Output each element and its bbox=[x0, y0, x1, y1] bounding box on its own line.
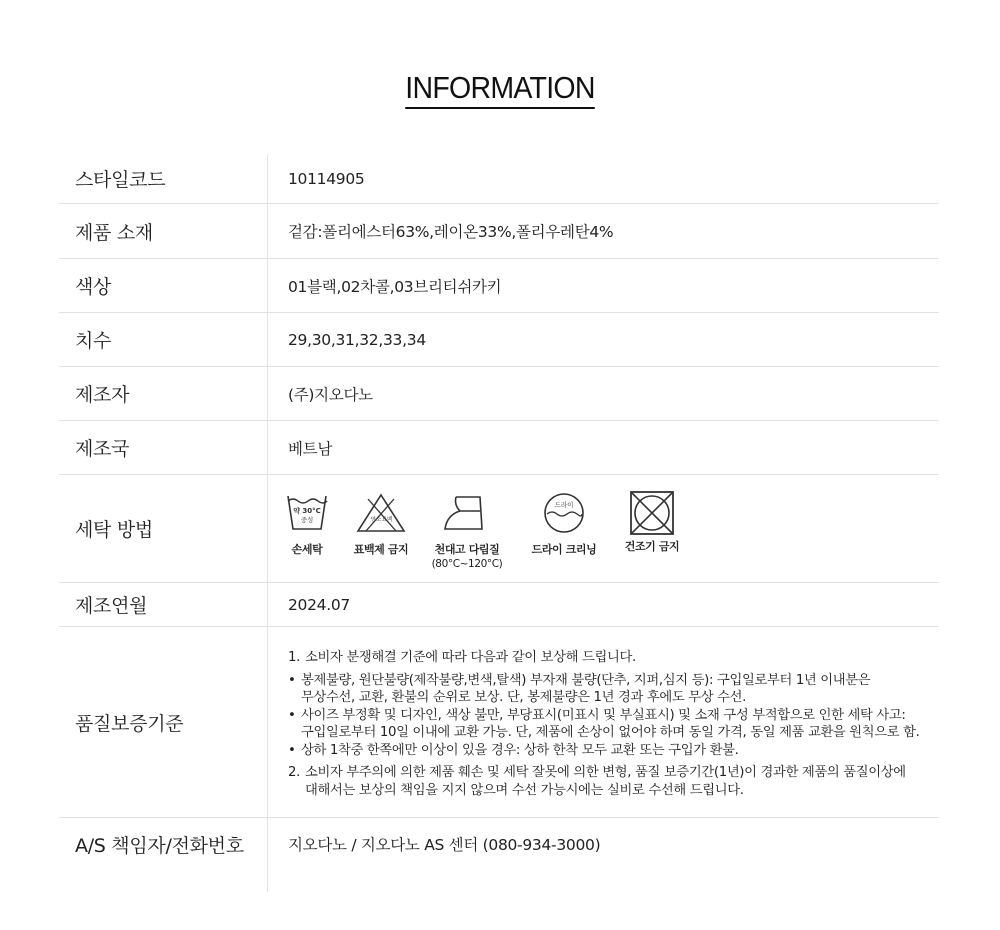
row-manufacturer bbox=[59, 367, 939, 421]
no-tumble-dry-icon bbox=[629, 490, 675, 536]
label-quality: 품질보증기준 bbox=[75, 712, 184, 735]
label-style-code: 스타일코드 bbox=[75, 169, 166, 191]
value-material: 겉감:폴리에스터63%,레이온33%,폴리우레탄4% bbox=[288, 223, 614, 241]
value-country: 베트남 bbox=[288, 439, 333, 458]
label-country: 제조국 bbox=[75, 438, 130, 460]
quality-terms bbox=[288, 649, 920, 799]
quality-text: 상하 1착중 한쪽에만 이상이 있을 경우: 상하 한착 모두 교환 또는 구입가 환불. bbox=[301, 742, 739, 758]
hand-wash-temp: 약 30°C bbox=[293, 507, 321, 515]
row-color bbox=[59, 259, 939, 313]
wash-item-iron bbox=[429, 493, 505, 570]
value-style-code: 10114905 bbox=[288, 169, 365, 188]
row-quality bbox=[59, 627, 939, 818]
wash-item-no-tumble-dry bbox=[619, 493, 685, 554]
hand-wash-detergent: 중성 bbox=[300, 516, 314, 524]
value-manufacture-date: 2024.07 bbox=[288, 595, 350, 614]
label-size: 치수 bbox=[75, 330, 112, 352]
dry-clean-text: 드라이 bbox=[554, 501, 574, 509]
value-manufacturer: (주)지오다노 bbox=[288, 385, 373, 404]
quality-item bbox=[288, 649, 920, 667]
page-title-text: INFORMATION bbox=[405, 70, 594, 109]
wash-sub-iron: (80°C~120°C) bbox=[431, 558, 503, 570]
label-manufacture-date: 제조연월 bbox=[75, 595, 148, 617]
row-style-code bbox=[59, 154, 939, 204]
wash-label-no-bleach: 표백제 금지 bbox=[353, 543, 409, 556]
iron-icon bbox=[442, 493, 492, 533]
quality-item bbox=[288, 707, 920, 742]
row-material bbox=[59, 204, 939, 259]
label-as-contact: A/S 책임자/전화번호 bbox=[75, 834, 244, 857]
quality-item bbox=[288, 742, 920, 760]
label-material: 제품 소재 bbox=[75, 221, 153, 244]
quality-marker: • bbox=[288, 742, 296, 758]
wash-item-dry-clean bbox=[529, 493, 599, 557]
no-bleach-text-2: 표백 bbox=[381, 517, 393, 523]
page-title bbox=[40, 70, 960, 109]
value-size: 29,30,31,32,33,34 bbox=[288, 330, 426, 349]
quality-marker: • bbox=[288, 672, 296, 688]
info-table bbox=[59, 154, 939, 892]
value-as-contact: 지오다노 / 지오다노 AS 센터 (080-934-3000) bbox=[288, 836, 601, 854]
quality-text: 사이즈 부정확 및 디자인, 색상 불만, 부당표시(미표시 및 부실표시) 및 소재 구성 부적합으로 인한 세탁 사고: 구입일로부터 10일 이내에 교환 가능. 단, 제품에 손상이 없어야 하며 동일 가격, 동일 제품 교환을 원칙으로 함. bbox=[301, 707, 920, 740]
row-size bbox=[59, 313, 939, 367]
dry-clean-icon bbox=[542, 493, 586, 533]
quality-marker: 2. bbox=[288, 765, 300, 780]
row-manufacture-date bbox=[59, 583, 939, 627]
wash-label-iron: 천대고 다림질 bbox=[434, 543, 500, 556]
wash-item-hand-wash bbox=[285, 493, 329, 557]
wash-label-hand-wash: 손세탁 bbox=[291, 543, 323, 556]
row-country bbox=[59, 421, 939, 475]
value-color: 01블랙,02차콜,03브리티쉬카키 bbox=[288, 277, 502, 296]
label-manufacturer: 제조자 bbox=[75, 384, 130, 406]
quality-text: 소비자 부주의에 의한 제품 훼손 및 세탁 잘못에 의한 변형, 품질 보증기간(1년)이 경과한 제품의 품질이상에 대해서는 보상의 책임을 지지 않으며 수선 가능시에는 실비로 수선해 드립니다. bbox=[305, 765, 906, 798]
quality-marker: • bbox=[288, 707, 296, 723]
label-color: 색상 bbox=[75, 276, 112, 298]
hand-wash-icon bbox=[285, 493, 329, 533]
quality-text: 소비자 분쟁해결 기준에 따라 다음과 같이 보상해 드립니다. bbox=[305, 650, 636, 665]
quality-text: 봉제불량, 원단불량(제작불량,변색,탈색) 부자재 불량(단추, 지퍼,심지 등): 구입일로부터 1년 이내분은 무상수선, 교환, 환불의 순위로 보상. 단, 봉제불량은 1년 경과 후에도 무상 수선. bbox=[301, 672, 871, 705]
quality-marker: 1. bbox=[288, 650, 300, 665]
wash-label-no-tumble-dry: 건조기 금지 bbox=[624, 540, 680, 553]
wash-item-no-bleach bbox=[351, 493, 411, 557]
quality-item bbox=[288, 672, 920, 707]
row-washing bbox=[59, 475, 939, 583]
row-as-contact bbox=[59, 818, 939, 870]
quality-item bbox=[288, 764, 920, 799]
no-bleach-text-1: 염소 bbox=[370, 517, 382, 523]
wash-label-dry-clean: 드라이 크리닝 bbox=[531, 543, 597, 556]
no-bleach-icon bbox=[356, 493, 406, 533]
label-washing: 세탁 방법 bbox=[75, 519, 153, 541]
